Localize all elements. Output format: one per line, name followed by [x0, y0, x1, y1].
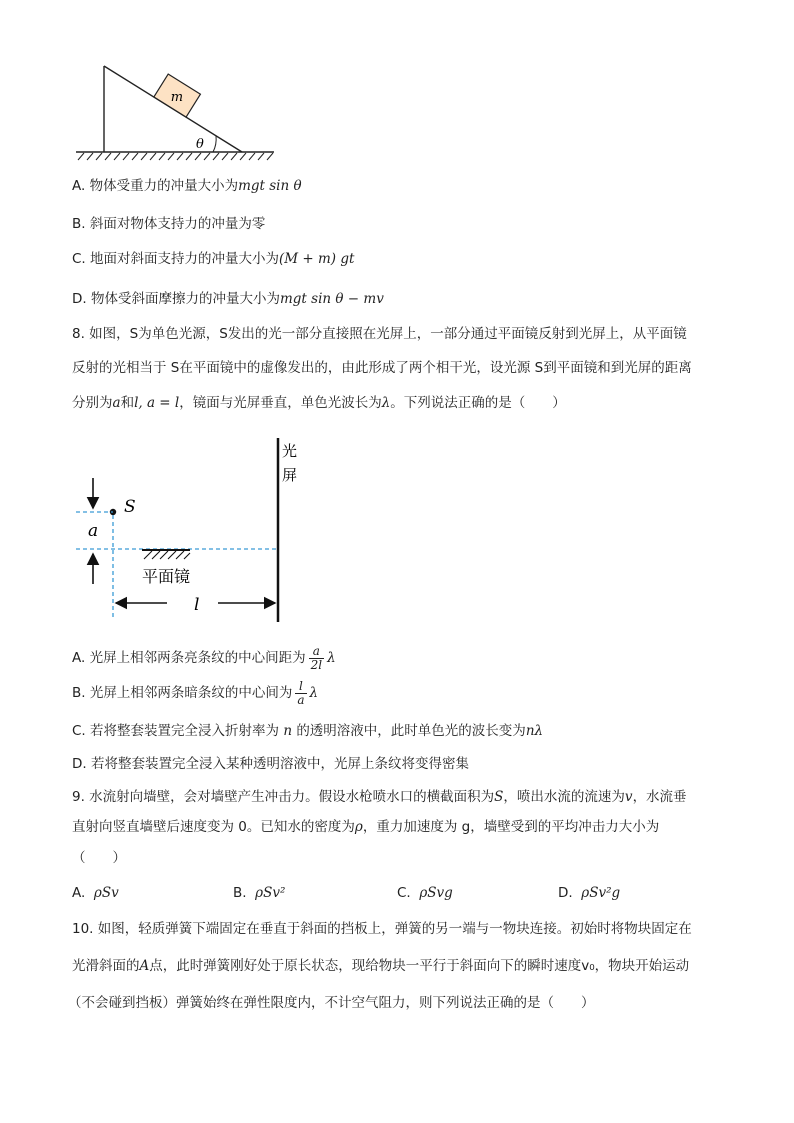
q7-option-d: D. 物体受斜面摩擦力的冲量大小为mgt sin θ − mv [72, 291, 384, 307]
q8-option-a: A. 光屏上相邻两条亮条纹的中心间距为 $\frac{a}{2l}$ λ [72, 643, 336, 672]
q9-stem-line2: 直射向竖直墙壁后速度变为 0。已知水的密度为ρ，重力加速度为 g，墙壁受到的平均冲击力大小为 [72, 819, 660, 835]
distance-a-label: a [88, 521, 99, 541]
q9-stem-line1: 9. 水流射向墙壁，会对墙壁产生冲击力。假设水枪喷水口的横截面积为S，喷出水流的流速为v，水流垂 [72, 789, 687, 805]
q7-option-a: A. 物体受重力的冲量大小为mgt sin θ [72, 178, 302, 194]
fraction: $\frac{a}{2l}$ [310, 643, 323, 672]
q8-option-d: D. 若将整套装置完全浸入某种透明溶液中，光屏上条纹将变得密集 [72, 756, 469, 772]
distance-l-label: l [194, 595, 200, 615]
q7-option-b: B. 斜面对物体支持力的冲量为零 [72, 216, 266, 232]
q10-stem-line3: （不会碰到挡板）弹簧始终在弹性限度内，不计空气阻力，则下列说法正确的是（ ） [68, 995, 595, 1011]
q10-stem-line2: 光滑斜面的A点，此时弹簧刚好处于原长状态，现给物块一平行于斜面向下的瞬时速度v₀，物块开始运动 [72, 958, 690, 974]
mass-label: m [170, 89, 184, 105]
incline-figure [72, 60, 282, 164]
source-label: S [124, 497, 136, 517]
q10-stem-line1: 10. 如图，轻质弹簧下端固定在垂直于斜面的挡板上，弹簧的另一端与一物块连接。初始时将物块固定在 [72, 921, 692, 937]
screen-label-char2: 屏 [282, 466, 298, 484]
q9-option-a: A. ρSv [72, 885, 119, 901]
screen-label [282, 442, 297, 484]
lloyd-mirror-figure [72, 432, 332, 627]
q9-option-c: C. ρSvg [397, 885, 453, 901]
screen-label-char1: 光 [282, 442, 298, 460]
angle-label: θ [196, 137, 204, 152]
q7-option-c: C. 地面对斜面支持力的冲量大小为(M + m) gt [72, 251, 355, 267]
fraction: $\frac{l}{a}$ [297, 678, 305, 707]
q8-option-c: C. 若将整套装置完全浸入折射率为 n 的透明溶液中，此时单色光的波长变为nλ [72, 723, 544, 739]
q8-stem-line3: 分别为a和l, a = l，镜面与光屏垂直，单色光波长为λ。下列说法正确的是（ ） [72, 395, 566, 411]
q8-stem-line1: 8. 如图，S为单色光源，S发出的光一部分直接照在光屏上，一部分通过平面镜反射到光屏上，从平面镜 [72, 326, 687, 342]
q9-option-d: D. ρSv²g [558, 885, 621, 901]
q9-option-b: B. ρSv² [233, 885, 286, 901]
q8-option-b: B. 光屏上相邻两条暗条纹的中心间为 $\frac{l}{a}$ λ [72, 678, 319, 707]
q9-stem-line3: （ ） [72, 850, 126, 866]
mirror-label: 平面镜 [142, 567, 191, 586]
q8-stem-line2: 反射的光相当于 S在平面镜中的虚像发出的，由此形成了两个相干光，设光源 S到平面镜和到光屏的距离 [72, 360, 692, 376]
